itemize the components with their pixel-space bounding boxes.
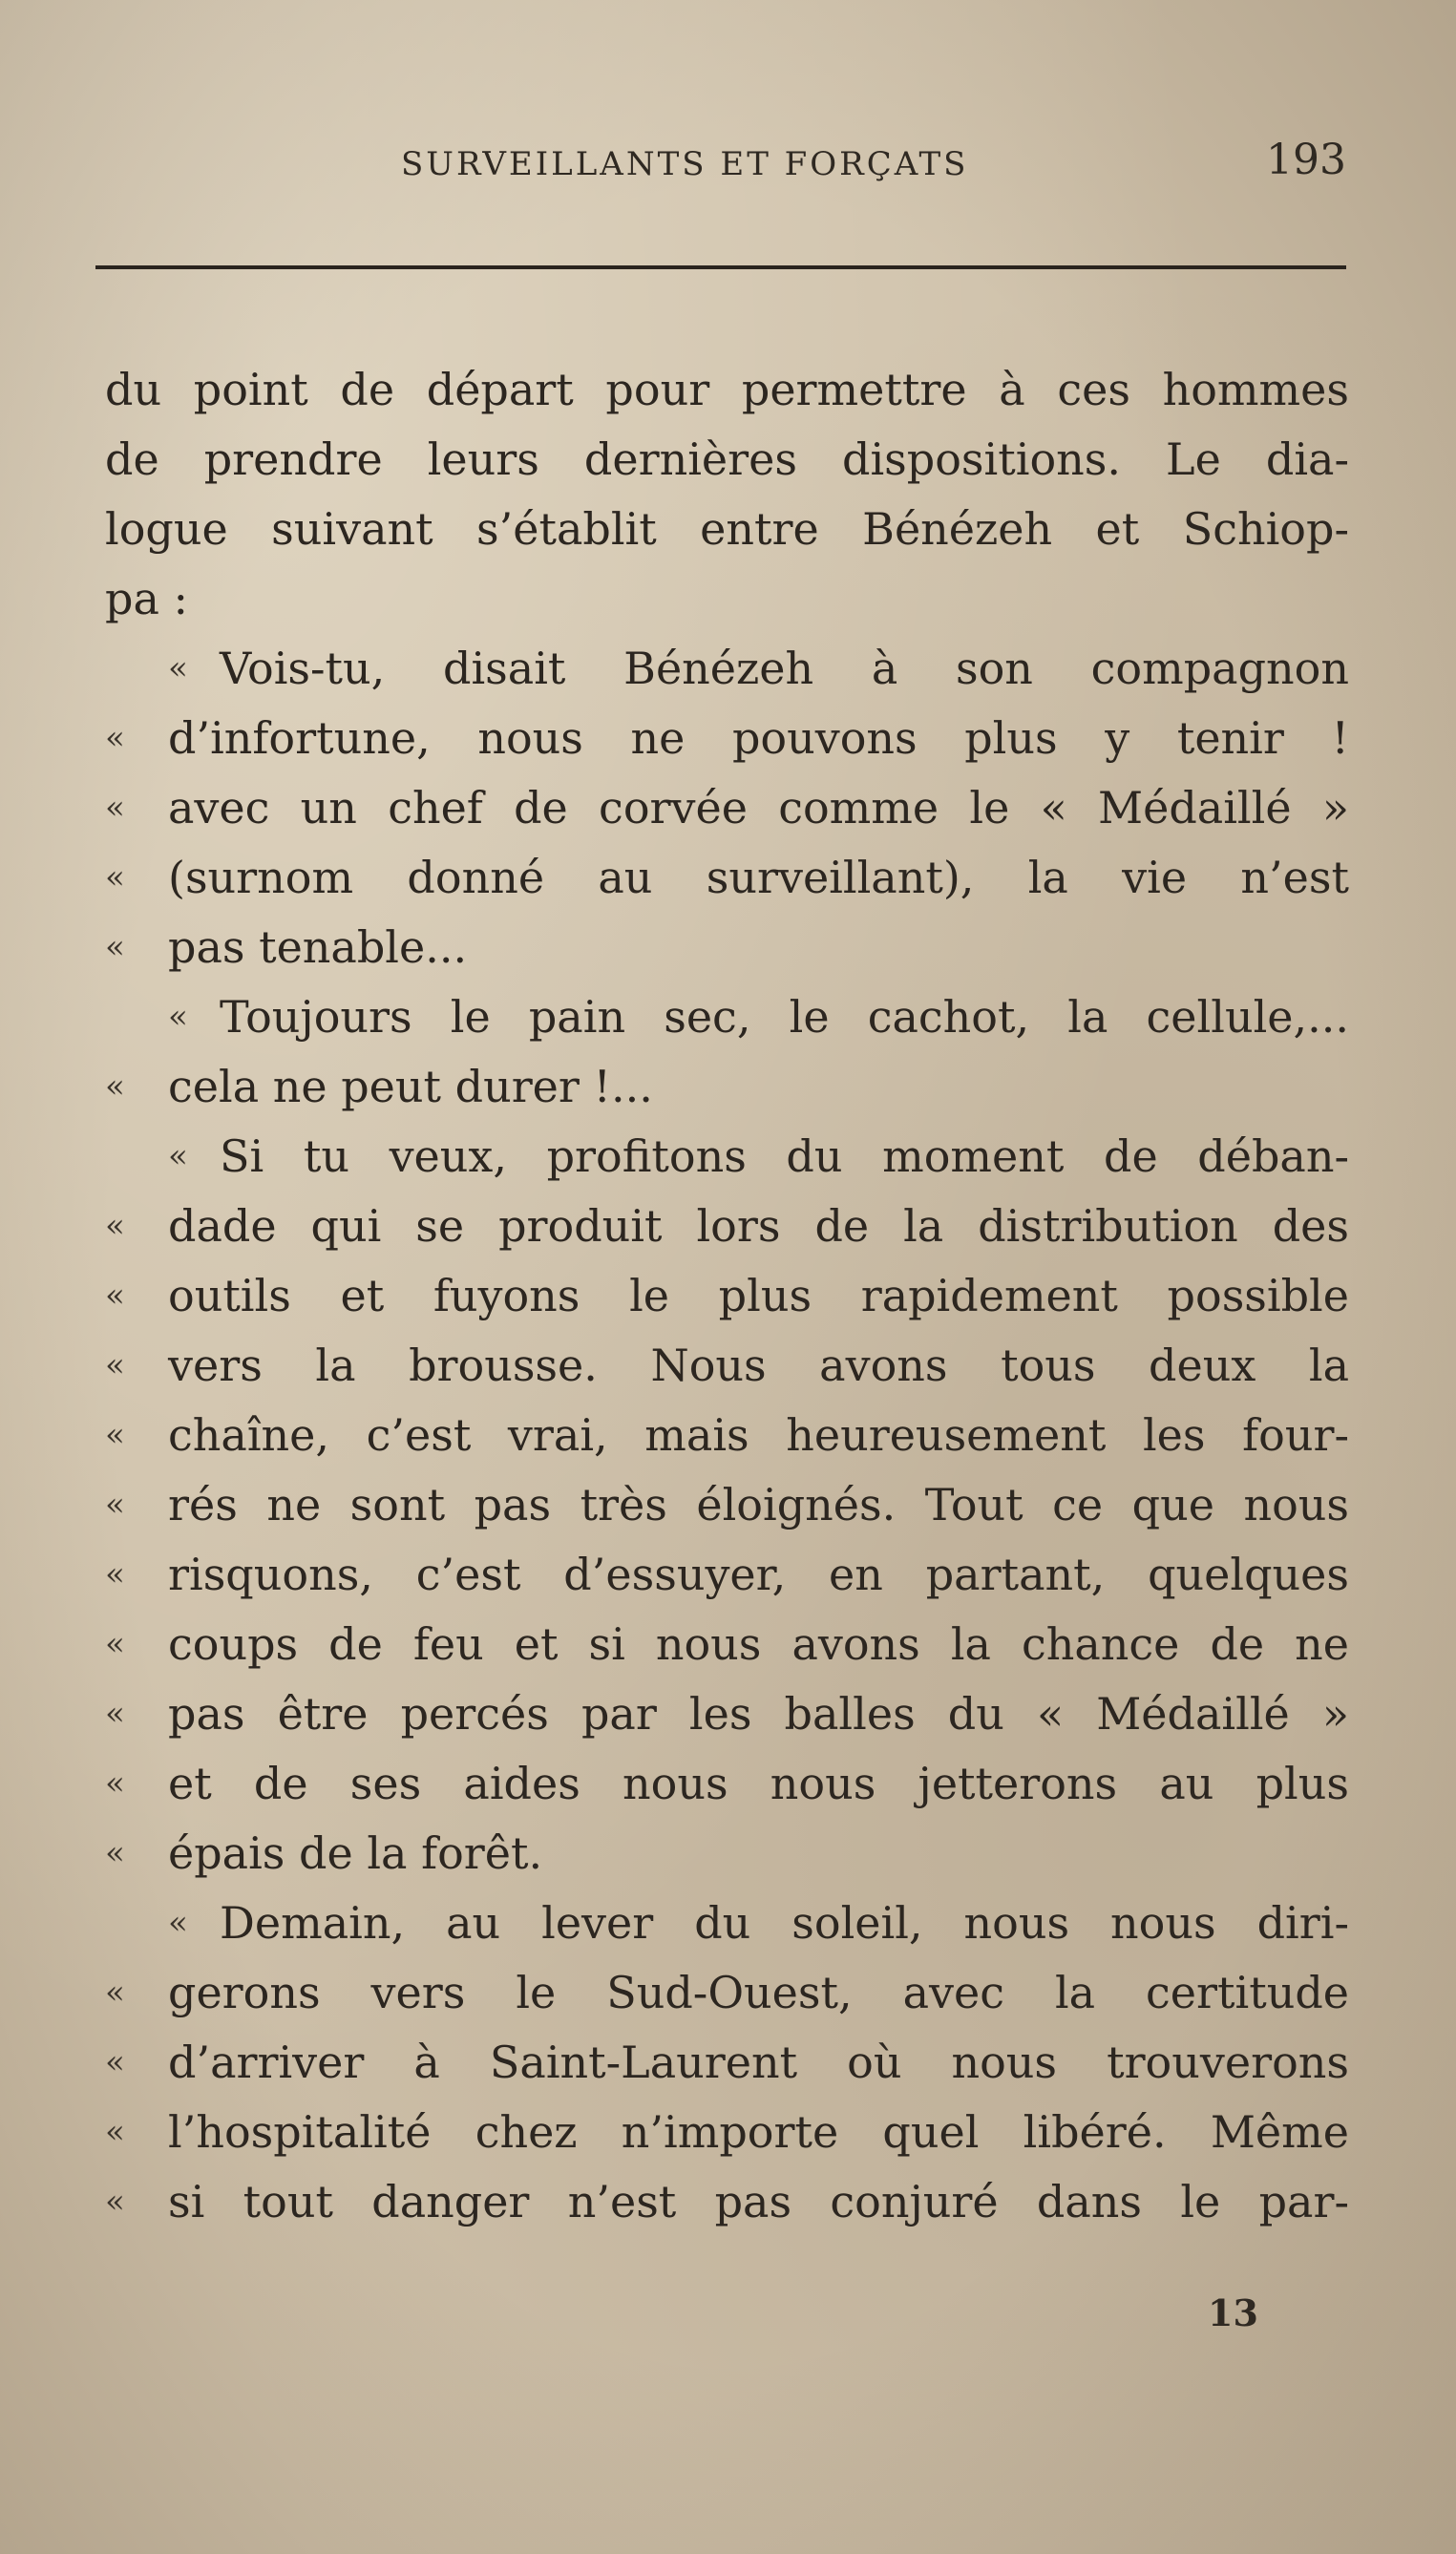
text-line <box>105 1192 1349 1261</box>
guillemet: « <box>168 998 188 1036</box>
text-line <box>105 1052 1349 1122</box>
line-text: pas tenable... <box>168 921 468 973</box>
guillemet: « <box>105 1625 125 1663</box>
text-line <box>105 1540 1349 1610</box>
text-line <box>105 2028 1349 2098</box>
guillemet: « <box>105 789 125 827</box>
line-text: avec un chef de corvée comme le « Médaillé » <box>168 782 1349 834</box>
guillemet: « <box>105 2183 125 2221</box>
line-text: coups de feu et si nous avons la chance de ne <box>168 1618 1349 1670</box>
running-head <box>105 136 1346 193</box>
line-text: Vois-tu, disait Bénézeh à son compagnon <box>220 643 1349 694</box>
line-text: risquons, c’est d’essuyer, en partant, quelques <box>168 1549 1349 1600</box>
line-text: gerons vers le Sud-Ouest, avec la certitude <box>168 1967 1349 2018</box>
text-line <box>105 1261 1349 1331</box>
text-line <box>105 634 1349 704</box>
guillemet: « <box>105 1346 125 1384</box>
guillemet: « <box>105 928 125 966</box>
text-line <box>105 1749 1349 1819</box>
line-text: de prendre leurs dernières dispositions. Le dia- <box>105 433 1349 485</box>
guillemet: « <box>168 649 188 687</box>
page-number: 193 <box>1266 136 1346 184</box>
text-line <box>105 773 1349 843</box>
signature-mark: 13 <box>1208 2291 1258 2334</box>
text-line <box>105 982 1349 1052</box>
line-text: chaîne, c’est vrai, mais heureusement les four- <box>168 1409 1349 1461</box>
text-line <box>105 913 1349 982</box>
text-line <box>105 425 1349 495</box>
guillemet: « <box>105 719 125 757</box>
line-text: épais de la forêt. <box>168 1827 543 1879</box>
text-line <box>105 1401 1349 1470</box>
line-text: d’arriver à Saint-Laurent où nous trouverons <box>168 2037 1349 2088</box>
header-rule <box>95 265 1346 269</box>
text-line <box>105 1958 1349 2028</box>
guillemet: « <box>105 2043 125 2081</box>
body-text <box>105 355 1349 2237</box>
text-line <box>105 2098 1349 2167</box>
text-line <box>105 843 1349 913</box>
line-text: (surnom donné au surveillant), la vie n’est <box>168 852 1349 903</box>
guillemet: « <box>105 1486 125 1524</box>
text-line <box>105 1819 1349 1889</box>
guillemet: « <box>105 1695 125 1733</box>
line-text: l’hospitalité chez n’importe quel libéré. Même <box>168 2106 1349 2158</box>
text-line <box>105 2167 1349 2237</box>
guillemet: « <box>105 1974 125 2012</box>
text-line <box>105 1889 1349 1958</box>
text-line <box>105 1470 1349 1540</box>
line-text: rés ne sont pas très éloignés. Tout ce que nous <box>168 1479 1349 1530</box>
line-text: Toujours le pain sec, le cachot, la cellule,... <box>220 991 1349 1043</box>
line-text: outils et fuyons le plus rapidement possible <box>168 1270 1349 1321</box>
guillemet: « <box>168 1904 188 1942</box>
text-line <box>105 1679 1349 1749</box>
guillemet: « <box>105 2113 125 2151</box>
line-text: logue suivant s’établit entre Bénézeh et Schiop- <box>105 503 1349 555</box>
guillemet: « <box>105 1416 125 1454</box>
text-line <box>105 1610 1349 1679</box>
line-text: d’infortune, nous ne pouvons plus y tenir ! <box>168 712 1349 764</box>
line-text: Si tu veux, profitons du moment de déban- <box>220 1130 1349 1182</box>
line-text: dade qui se produit lors de la distribution des <box>168 1200 1349 1252</box>
running-title: SURVEILLANTS ET FORÇATS <box>401 145 969 183</box>
line-text: pa : <box>105 573 188 624</box>
guillemet: « <box>105 1277 125 1315</box>
guillemet: « <box>105 1555 125 1594</box>
text-line <box>105 564 1349 634</box>
line-text: si tout danger n’est pas conjuré dans le par- <box>168 2176 1349 2227</box>
line-text: Demain, au lever du soleil, nous nous diri- <box>220 1897 1349 1949</box>
text-line <box>105 355 1349 425</box>
text-line <box>105 495 1349 564</box>
guillemet: « <box>105 1764 125 1803</box>
guillemet: « <box>105 1207 125 1245</box>
text-line <box>105 704 1349 773</box>
line-text: cela ne peut durer !... <box>168 1061 653 1112</box>
guillemet: « <box>105 1834 125 1872</box>
line-text: pas être percés par les balles du « Médaillé » <box>168 1688 1349 1740</box>
line-text: et de ses aides nous nous jetterons au plus <box>168 1758 1349 1809</box>
guillemet: « <box>168 1137 188 1175</box>
line-text: du point de départ pour permettre à ces hommes <box>105 364 1349 415</box>
line-text: vers la brousse. Nous avons tous deux la <box>168 1340 1349 1391</box>
guillemet: « <box>105 1067 125 1106</box>
text-line <box>105 1122 1349 1192</box>
guillemet: « <box>105 858 125 897</box>
text-line <box>105 1331 1349 1401</box>
